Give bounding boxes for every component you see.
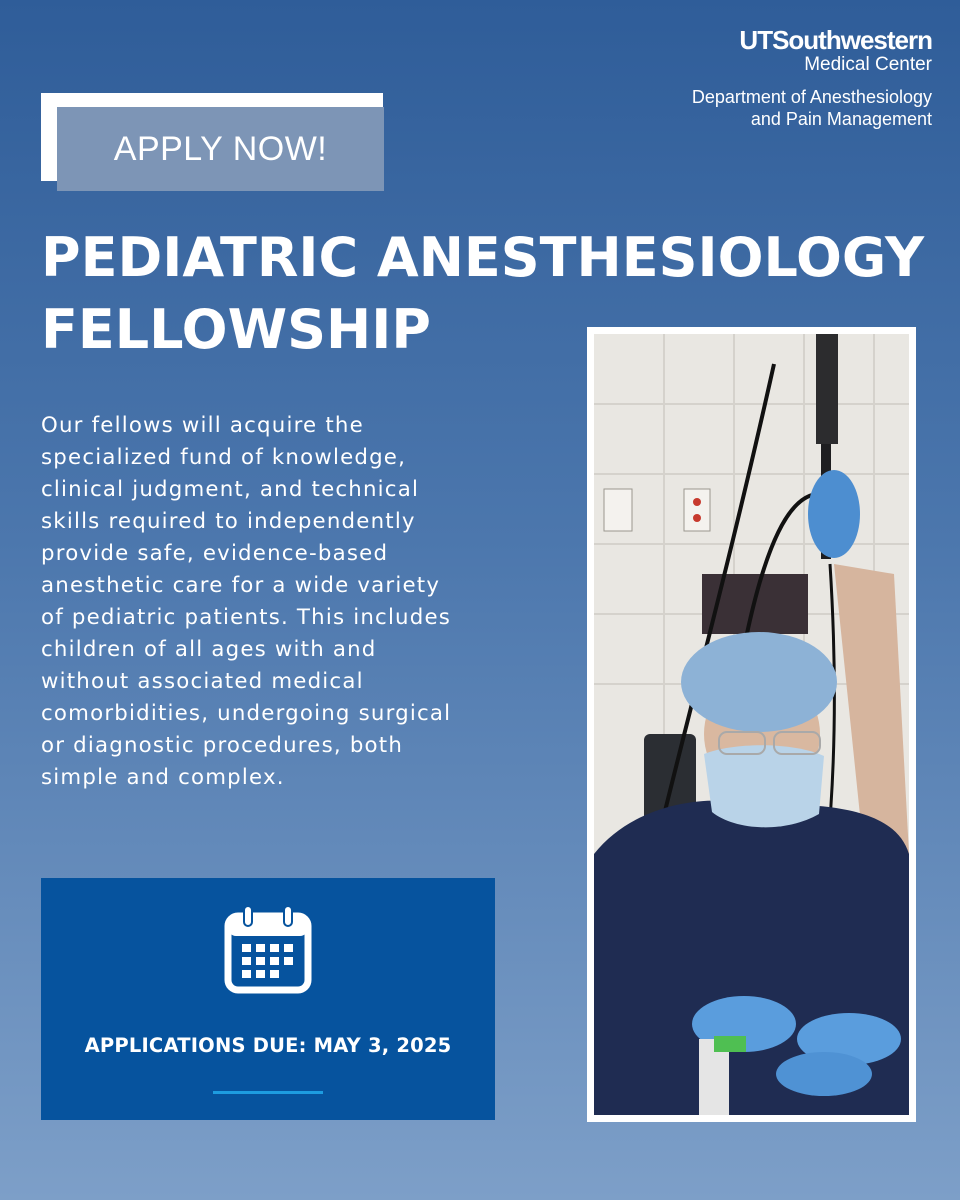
- description-line: comorbidities, undergoing surgical: [41, 701, 452, 726]
- department-line-2: and Pain Management: [750, 109, 932, 129]
- fellowship-description: [41, 410, 561, 794]
- title-line-1: PEDIATRIC ANESTHESIOLOGY: [41, 226, 925, 289]
- clinician-photo-illustration: [594, 334, 909, 1115]
- description-line: simple and complex.: [41, 765, 285, 790]
- description-line: children of all ages with and: [41, 637, 377, 662]
- apply-now-block: [41, 93, 383, 197]
- description-line: clinical judgment, and technical: [41, 477, 420, 502]
- description-line: without associated medical: [41, 669, 364, 694]
- applications-due-label: APPLICATIONS DUE: MAY 3, 2025: [84, 1034, 452, 1057]
- calendar-icon: [218, 902, 318, 1002]
- accent-divider: [213, 1091, 323, 1094]
- description-line: provide safe, evidence-based: [41, 541, 389, 566]
- logo-subtitle: Medical Center: [804, 54, 932, 75]
- description-line: specialized fund of knowledge,: [41, 445, 407, 470]
- clinician-photo: [587, 327, 916, 1122]
- ut-southwestern-logo: [692, 26, 932, 130]
- description-line: Our fellows will acquire the: [41, 413, 364, 438]
- description-line: of pediatric patients. This includes: [41, 605, 452, 630]
- description-line: skills required to independently: [41, 509, 416, 534]
- applications-due-box: [41, 878, 495, 1120]
- title-line-2: FELLOWSHIP: [41, 298, 431, 361]
- department-line-1: Department of Anesthesiology: [691, 87, 932, 107]
- logo-wordmark: UTSouthwestern: [739, 25, 932, 55]
- apply-now-button[interactable]: APPLY NOW!: [57, 107, 384, 191]
- description-line: anesthetic care for a wide variety: [41, 573, 441, 598]
- description-line: or diagnostic procedures, both: [41, 733, 404, 758]
